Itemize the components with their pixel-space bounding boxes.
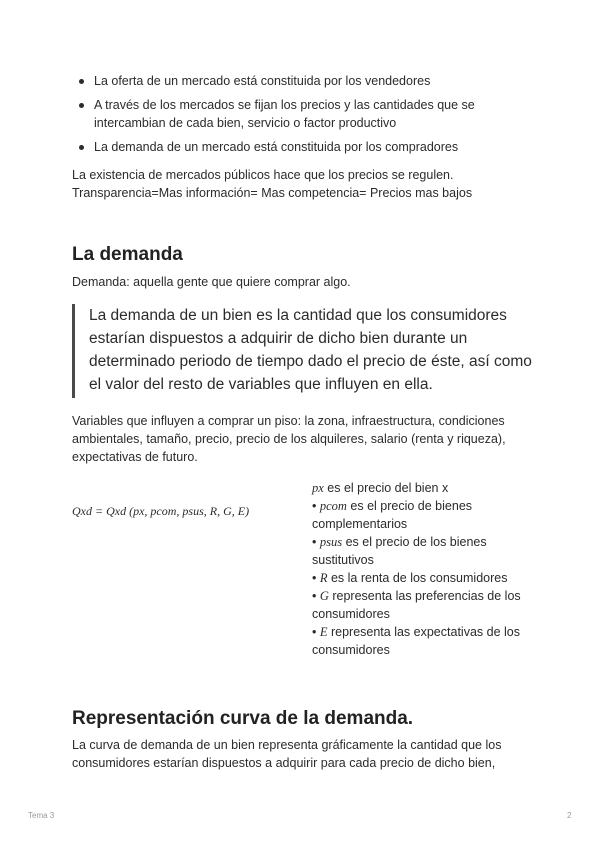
variable-symbol: E xyxy=(319,625,328,639)
variable-symbol: px xyxy=(312,481,324,495)
variable-item xyxy=(312,497,527,533)
variable-description: es el precio de bienes complementarios xyxy=(312,499,473,531)
variable-description: representa las preferencias de los consumidores xyxy=(312,589,521,621)
blockquote-text: La demanda de un bien es la cantidad que los consumidores estarían dispuestos a adquirir de dicho bien durante un determinado periodo de tiempo dado el precio de éste, así como el valor del resto de variables que influyen en ella. xyxy=(89,307,532,393)
variable-item xyxy=(312,533,527,569)
variable-bullet: • xyxy=(312,589,320,603)
variable-bullet: • xyxy=(312,535,320,549)
variable-bullet: • xyxy=(312,499,320,513)
footer-chapter: Tema 3 xyxy=(28,811,55,820)
list-item: La demanda de un mercado está constituida por los compradores xyxy=(72,138,532,156)
variables-paragraph: Variables que influyen a comprar un piso: la zona, infraestructura, condiciones ambientales, tamaño, precio, precio de los alquileres, salario (renta y riqueza), expectativas de futuro. xyxy=(72,414,506,464)
variable-symbol: R xyxy=(319,571,328,585)
market-paragraph-line1: La existencia de mercados públicos hace que los precios se regulen. xyxy=(72,168,454,182)
curve-paragraph: La curva de demanda de un bien representa gráficamente la cantidad que los consumidores estarían dispuestos a adquirir para cada precio de dicho bien, xyxy=(72,738,502,770)
variable-symbol: psus xyxy=(319,535,343,549)
variable-symbol: G xyxy=(319,589,329,603)
demand-formula: Qxd = Qxd (px, pcom, psus, R, G, E) xyxy=(72,504,250,518)
blockquote-bar xyxy=(72,304,75,398)
section-title-curve: Representación curva de la demanda. xyxy=(72,708,414,729)
blockquote xyxy=(72,304,532,398)
variable-description: representa las expectativas de los consumidores xyxy=(312,625,520,657)
footer-page-number: 2 xyxy=(567,811,572,820)
demand-definition: Demanda: aquella gente que quiere comprar algo. xyxy=(72,275,351,289)
variable-symbol: pcom xyxy=(319,499,347,513)
variable-item xyxy=(312,587,527,623)
list-item: La oferta de un mercado está constituida por los vendedores xyxy=(72,72,532,90)
variable-description: es el precio de los bienes sustitutivos xyxy=(312,535,487,567)
variable-item xyxy=(312,569,527,587)
variable-item xyxy=(312,479,527,497)
variable-bullet: • xyxy=(312,571,320,585)
list-item: A través de los mercados se fijan los precios y las cantidades que se intercambian de cada bien, servicio o factor productivo xyxy=(72,96,532,132)
variable-item xyxy=(312,623,527,659)
variables-list xyxy=(312,479,527,659)
market-paragraph-line2: Transparencia=Mas información= Mas competencia= Precios mas bajos xyxy=(72,186,473,200)
bullet-list xyxy=(72,72,532,162)
section-title-demand: La demanda xyxy=(72,244,183,265)
market-paragraph xyxy=(72,166,532,202)
variable-description: es la renta de los consumidores xyxy=(327,571,508,585)
variable-bullet: • xyxy=(312,625,320,639)
variable-description: es el precio del bien x xyxy=(323,481,449,495)
